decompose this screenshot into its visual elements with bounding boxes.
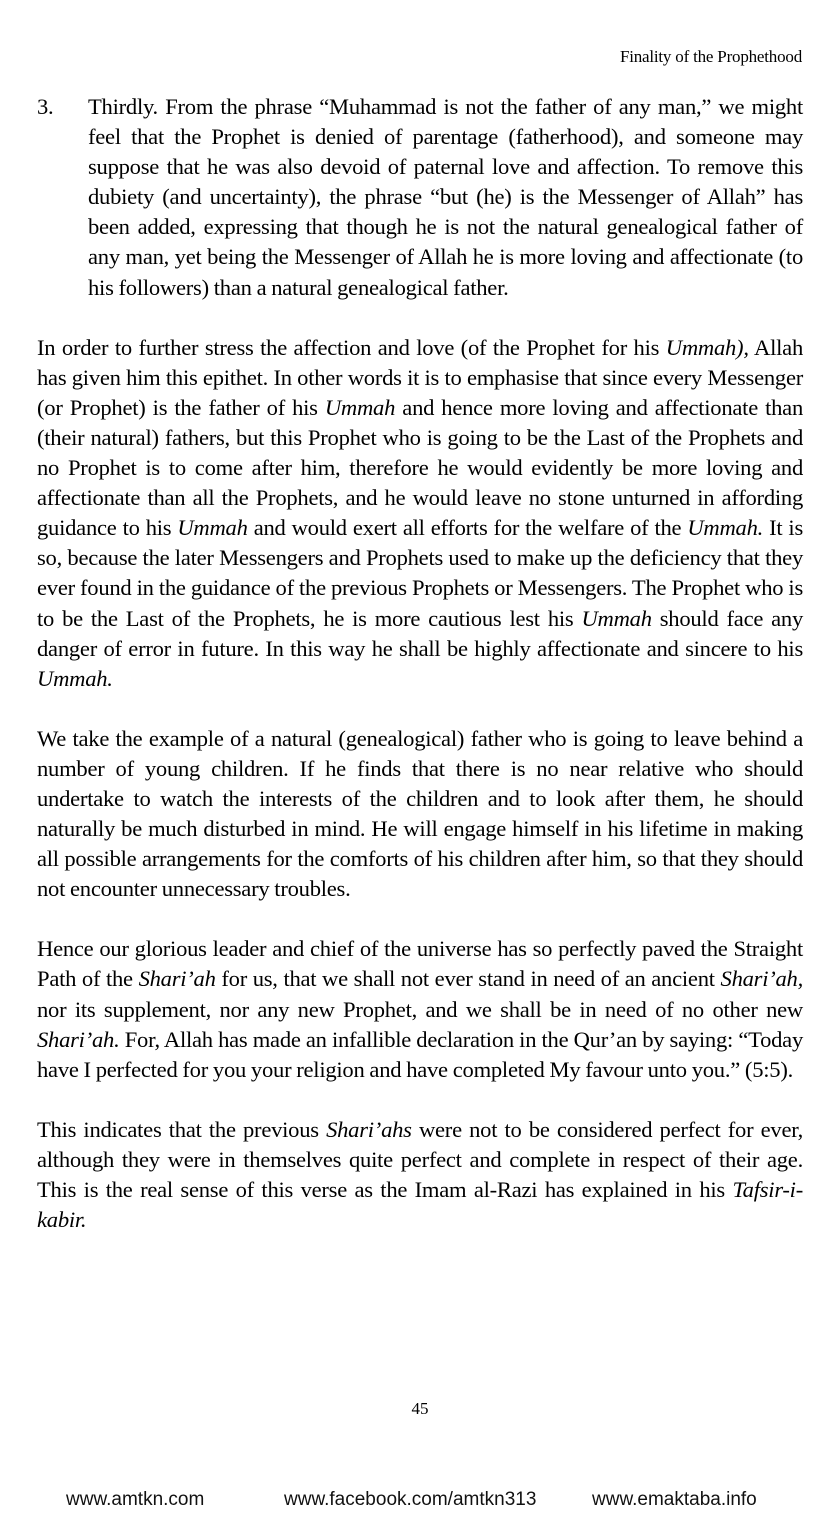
italic-term: Ummah	[177, 515, 248, 541]
paragraph-father-example: We take the example of a natural (genealogical) father who is going to leave behind a number of young children. If he finds that there is no near relative who should undertake to watch the interests of the children and to look after them, he should naturally be much disturbed in mind. He will engage himself in his lifetime in making all possible arrangements for the comforts of his children after him, so that they should not encounter unnecessary troubles.	[37, 725, 803, 902]
italic-term: Shari’ahs	[326, 1116, 412, 1142]
point-number: 3.	[37, 94, 54, 119]
italic-term: Tafsir-i-kabir.	[37, 1177, 803, 1233]
footer-link-amtkn[interactable]: www.amtkn.com	[66, 1489, 205, 1510]
footer-link-emaktaba[interactable]: www.emaktaba.info	[592, 1489, 757, 1510]
italic-term: Ummah),	[665, 334, 749, 360]
footer-link-facebook[interactable]: www.facebook.com/amtkn313	[284, 1489, 537, 1510]
italic-term: Shari’ah,	[720, 966, 803, 992]
paragraph-previous-shariahs: This indicates that the previous Shari’ahs were not to be considered perfect for ever, although they were in themselves quite perfect and complete in respect of their age. This is the real sense of this verse as the Imam al-Razi has explained in his Tafsir-i-kabir.	[37, 1116, 803, 1233]
italic-term: Shari’ah.	[37, 1026, 120, 1052]
italic-term: Ummah.	[687, 515, 764, 541]
paragraph-affection: In order to further stress the affection and love (of the Prophet for his Ummah), Allah has given him this epithet. In other words it is to emphasise that since every Messenger (or Prophet) is the father of his Ummah and hence more loving and affectionate than (their natural) fathers, but this Prophet who is going to be the Last of the Prophets and no Prophet is to come after him, therefore he would evidently be more loving and affectionate than all the Prophets, and he would leave no stone unturned in affording guidance to his Ummah and would exert all efforts for the welfare of the Ummah. It is so, because the later Messengers and Prophets used to make up the deficiency that they ever found in the guidance of the previous Prophets or Messengers. The Prophet who is to be the Last of the Prophets, he is more cautious lest his Ummah should face any danger of error in future. In this way he shall be highly affectionate and sincere to his Ummah.	[37, 334, 804, 691]
page-number: 45	[411, 1399, 429, 1418]
point-3-text: Thirdly. From the phrase “Muhammad is not the father of any man,” we might feel that the Prophet is denied of parentage (fatherhood), and someone may suppose that he was also devoid of paternal love and affection. To remove this dubiety (and uncertainty), the phrase “but (he) is the Messenger of Allah” has been added, expressing that though he is not the natural genealogical father of any man, yet being the Messenger of Allah he is more loving and affectionate (to his followers) than a natural genealogical father.	[88, 94, 803, 300]
paragraph-shariah: Hence our glorious leader and chief of the universe has so perfectly paved the Straight Path of the Shari’ah for us, that we shall not ever stand in need of an ancient Shari’ah, nor its supplement, nor any new Prophet, and we shall be in need of no other new Shari’ah. For, Allah has made an infallible declaration in the Qur’an by saying: “Today have I perfected for you your religion and have completed My favour unto you.” (5:5).	[37, 936, 803, 1082]
italic-term: Shari’ah	[138, 966, 216, 992]
italic-term: Ummah	[324, 394, 396, 420]
running-header: Finality of the Prophethood	[619, 47, 802, 66]
italic-term: Ummah	[581, 605, 652, 631]
italic-term: Ummah.	[37, 665, 113, 691]
page-body	[37, 92, 803, 1235]
numbered-point-3	[37, 92, 803, 303]
